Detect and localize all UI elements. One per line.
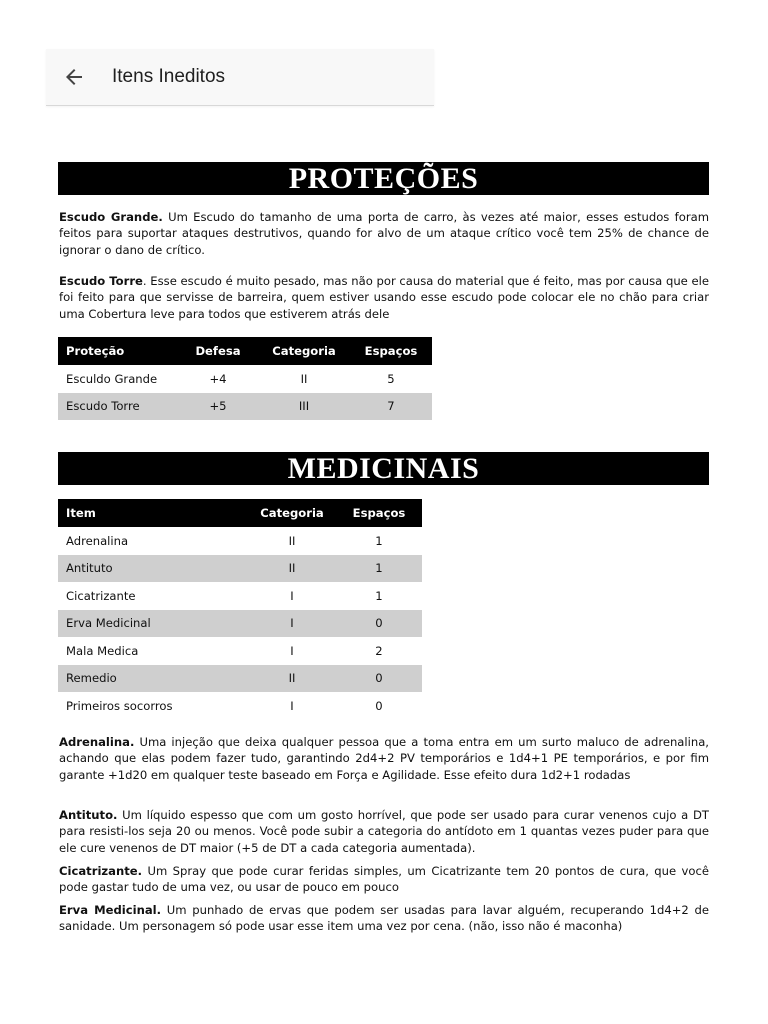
table-cell: Esculdo Grande xyxy=(66,371,158,386)
item-description xyxy=(59,734,709,783)
arrow-left-icon[interactable] xyxy=(62,65,86,89)
table-cell: III xyxy=(258,393,350,421)
protecoes-table xyxy=(58,337,432,420)
table-cell: I xyxy=(290,698,294,713)
table-cell: II xyxy=(288,533,296,548)
table-cell: II xyxy=(300,371,308,386)
item-description xyxy=(59,902,709,935)
table-cell: 0 xyxy=(336,610,422,638)
table-cell: 1 xyxy=(375,588,383,603)
item-name: Escudo Grande. xyxy=(59,210,163,224)
item-name: Adrenalina. xyxy=(59,735,135,749)
table-row xyxy=(58,582,422,610)
item-description xyxy=(59,863,709,896)
table-cell: 1 xyxy=(336,555,422,583)
app-bar xyxy=(46,49,434,106)
table-cell: Mala Medica xyxy=(66,643,139,658)
column-header: Categoria xyxy=(248,499,336,527)
item-text: Um líquido espesso que com um gosto horrível, que pode ser usado para curar venenos cujo a DT para resisti-los seja 20 ou menos. Você pode subir a categoria do antídoto em 1 quantas vezes puder para que ele cure venenos de DT maior (+5 de DT a cada categoria aumentada). xyxy=(59,808,709,855)
table-cell: 2 xyxy=(375,643,383,658)
table-cell: +4 xyxy=(209,371,227,386)
table-row xyxy=(58,665,422,693)
item-description xyxy=(59,273,709,322)
column-header: Proteção xyxy=(58,337,178,365)
table-row xyxy=(58,637,422,665)
item-description xyxy=(59,807,709,856)
item-description xyxy=(59,209,709,258)
table-cell: Antituto xyxy=(58,555,248,583)
table-row xyxy=(58,692,422,720)
table-cell: I xyxy=(290,643,294,658)
column-header: Categoria xyxy=(258,337,350,365)
table-cell: II xyxy=(248,555,336,583)
item-text: Uma injeção que deixa qualquer pessoa que a toma entra em um surto maluco de adrenalina, achando que elas podem fazer tudo, garantindo 2d4+2 PV temporários e 1d4+1 PE temporários, e por fim garante +1d20 em qualquer teste baseado em Força e Agilidade. Esse efeito dura 1d2+1 rodadas xyxy=(59,735,709,782)
section-heading-medicinais: MEDICINAIS xyxy=(58,452,709,485)
table-cell: II xyxy=(248,665,336,693)
item-name: Antituto. xyxy=(59,808,118,822)
table-cell: Erva Medicinal xyxy=(58,610,248,638)
table-cell: I xyxy=(248,610,336,638)
item-name: Escudo Torre xyxy=(59,274,143,288)
item-text: Um punhado de ervas que podem ser usadas para lavar alguém, recuperando 1d4+2 de sanidade. Um personagem só pode usar esse item uma vez por cena. (não, isso não é maconha) xyxy=(59,903,709,934)
table-cell: Cicatrizante xyxy=(66,588,136,603)
column-header: Item xyxy=(58,499,248,527)
table-cell: Remedio xyxy=(58,665,248,693)
item-text: Um Spray que pode curar feridas simples, um Cicatrizante tem 20 pontos de cura, que você pode gastar tudo de uma vez, ou usar de pouco em pouco xyxy=(59,864,709,895)
item-text: Um Escudo do tamanho de uma porta de carro, às vezes até maior, esses estudos foram feitos para suportar ataques destrutivos, quando for alvo de um ataque crítico você tem 25% de chance de ignorar o dano de crítico. xyxy=(59,210,710,257)
column-header: Espaços xyxy=(336,499,422,527)
table-row xyxy=(58,555,422,583)
table-cell: 0 xyxy=(336,665,422,693)
column-header: Espaços xyxy=(350,337,432,365)
table-header-row xyxy=(58,499,422,527)
table-row xyxy=(58,365,432,393)
table-cell: 1 xyxy=(375,533,383,548)
section-heading-protecoes: PROTEÇÕES xyxy=(58,162,709,195)
table-cell: +5 xyxy=(178,393,258,421)
table-cell: 0 xyxy=(375,698,383,713)
column-header: Defesa xyxy=(178,337,258,365)
table-row xyxy=(58,527,422,555)
table-cell: Primeiros socorros xyxy=(66,698,173,713)
table-cell: Adrenalina xyxy=(66,533,129,548)
table-header-row xyxy=(58,337,432,365)
item-text: . Esse escudo é muito pesado, mas não por causa do material que é feito, mas por causa que ele foi feito para que servisse de barreira, quem estiver usando esse escudo pode colocar ele no chão para criar uma Cobertura leve para todos que estiverem atrás dele xyxy=(59,274,709,321)
table-row xyxy=(58,393,432,421)
item-name: Cicatrizante. xyxy=(59,864,143,878)
table-cell: 7 xyxy=(350,393,432,421)
page-title: Itens Ineditos xyxy=(112,66,226,87)
table-cell: Escudo Torre xyxy=(58,393,178,421)
table-cell: I xyxy=(290,588,294,603)
medicinais-table xyxy=(58,499,422,720)
table-row xyxy=(58,610,422,638)
table-cell: 5 xyxy=(387,371,395,386)
item-name: Erva Medicinal. xyxy=(59,903,162,917)
